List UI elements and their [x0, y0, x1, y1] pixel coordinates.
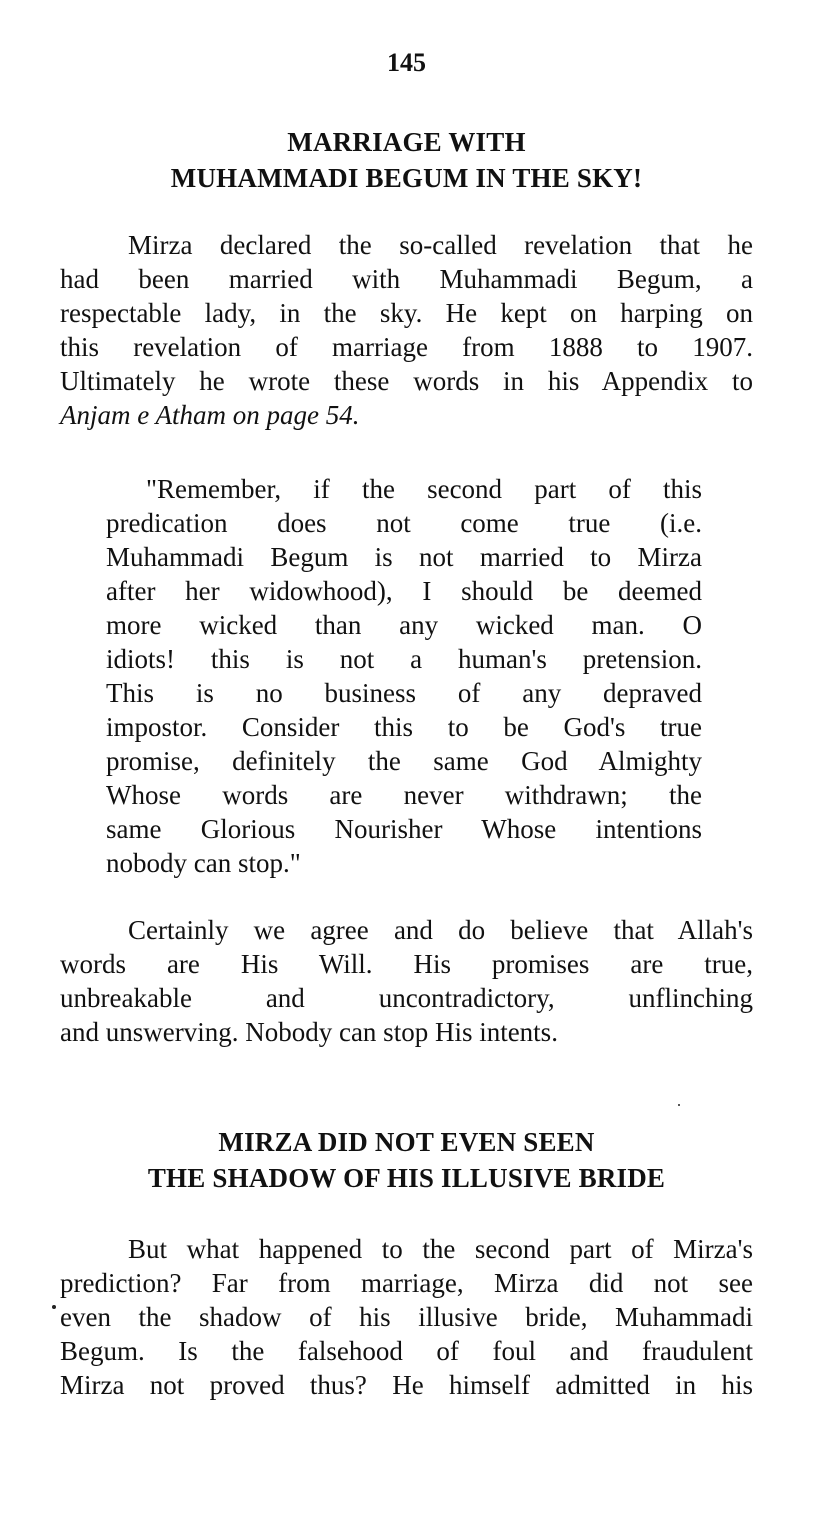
- text-line: words are His Will. His promises are true,: [60, 949, 753, 979]
- heading-line-1: MARRIAGE WITH: [287, 127, 526, 157]
- quote-line: Whose words are never withdrawn; the: [106, 780, 702, 810]
- text-line: this revelation of marriage from 1888 to 1907.: [60, 332, 753, 362]
- quote-line: nobody can stop.": [106, 848, 301, 878]
- text-line: Mirza not proved thus? He himself admitted in his: [60, 1370, 753, 1400]
- quote-line: Muhammadi Begum is not married to Mirza: [106, 542, 702, 572]
- quote-line: This is no business of any depraved: [106, 678, 702, 708]
- text-line: Certainly we agree and do believe that Allah's: [128, 915, 753, 945]
- quote-line: "Remember, if the second part of this: [146, 474, 702, 504]
- quote-line: more wicked than any wicked man. O: [106, 610, 702, 640]
- text-line: Ultimately he wrote these words in his Appendix to: [60, 366, 753, 396]
- text-line: unbreakable and uncontradictory, unflinching: [60, 983, 753, 1013]
- citation: Anjam e Atham on page 54.: [60, 400, 360, 430]
- paragraph-prediction: [60, 1232, 753, 1402]
- text-line: even the shadow of his illusive bride, Muhammadi: [60, 1302, 753, 1332]
- text-line: Begum. Is the falsehood of foul and fraudulent: [60, 1336, 753, 1366]
- text-line: respectable lady, in the sky. He kept on harping on: [60, 298, 753, 328]
- text-line: and unswerving. Nobody can stop His intents.: [60, 1017, 558, 1047]
- paragraph-revelation: [60, 228, 753, 432]
- block-quote: [106, 472, 702, 880]
- text-line: But what happened to the second part of Mirza's: [128, 1234, 753, 1264]
- citation-line: [60, 398, 753, 432]
- paragraph-agreement: [60, 913, 753, 1049]
- quote-line: after her widowhood), I should be deemed: [106, 576, 702, 606]
- quote-line: same Glorious Nourisher Whose intentions: [106, 814, 702, 844]
- text-line: had been married with Muhammadi Begum, a: [60, 264, 753, 294]
- scan-speck: [678, 1104, 680, 1106]
- heading-line-2: THE SHADOW OF HIS ILLUSIVE BRIDE: [147, 1163, 666, 1193]
- heading-line-1: MIRZA DID NOT EVEN SEEN: [218, 1127, 595, 1157]
- quote-line: idiots! this is not a human's pretension.: [106, 644, 702, 674]
- page-number: 145: [387, 48, 426, 77]
- quote-line: promise, definitely the same God Almighty: [106, 746, 702, 776]
- quote-line: predication does not come true (i.e.: [106, 508, 702, 538]
- section-heading-shadow: [60, 1124, 753, 1196]
- quote-line: impostor. Consider this to be God's true: [106, 712, 702, 742]
- text-line: Mirza declared the so-called revelation that he: [128, 230, 753, 260]
- section-heading-marriage: [60, 124, 753, 196]
- scan-speck: [52, 1305, 56, 1309]
- heading-line-2: MUHAMMADI BEGUM IN THE SKY!: [170, 163, 643, 193]
- text-line: prediction? Far from marriage, Mirza did not see: [60, 1268, 753, 1298]
